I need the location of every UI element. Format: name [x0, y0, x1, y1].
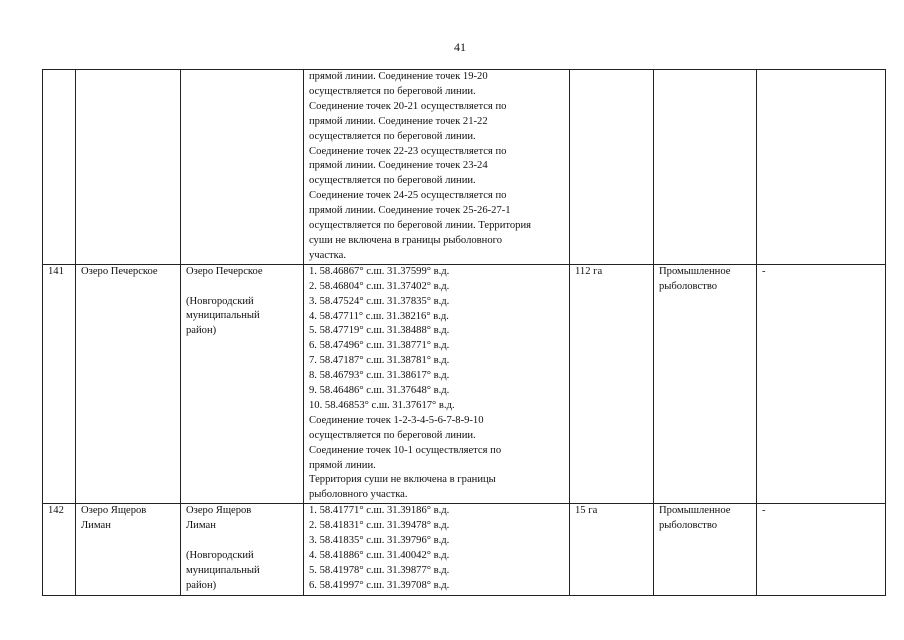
coordinates-line: 4. 58.47711° с.ш. 31.38216° в.д. — [309, 310, 449, 322]
location-cell — [181, 264, 304, 504]
coordinates-line: 6. 58.47496° с.ш. 31.38771° в.д. — [309, 340, 450, 352]
location-spacer — [186, 534, 300, 549]
coordinates-line: 10. 58.46853° с.ш. 31.37617° в.д. — [309, 399, 455, 411]
fishing-type-line: Промышленное — [659, 505, 731, 517]
fishing-type-line: Промышленное — [659, 265, 731, 277]
table-row — [43, 70, 886, 265]
coordinates-line: 4. 58.41886° с.ш. 31.40042° в.д. — [309, 550, 450, 561]
coordinates-line: рыболовного участка. — [309, 489, 408, 501]
water-body-name-cell — [76, 264, 181, 504]
area-cell: 112 га — [570, 264, 654, 504]
coordinates-line: Соединение точек 20-21 осуществляется по — [309, 100, 507, 112]
table-row — [43, 264, 886, 504]
coordinates-line: участка. — [309, 249, 346, 261]
coordinates-line: прямой линии. Соединение точек 23-24 — [309, 160, 488, 172]
coordinates-line: прямой линии. — [309, 459, 376, 471]
coordinates-line: осуществляется по береговой линии. — [309, 429, 476, 441]
coordinates-line: Соединение точек 24-25 осуществляется по — [309, 190, 507, 202]
location-spacer — [186, 280, 300, 295]
location-line: муниципальный — [186, 564, 260, 576]
coordinates-line: Территория суши не включена в границы — [309, 474, 496, 486]
coordinates-line: осуществляется по береговой линии. Территория — [309, 220, 531, 232]
coordinates-cell — [304, 504, 570, 596]
page-number: 41 — [454, 40, 466, 54]
coordinates-line: 2. 58.46804° с.ш. 31.37402° в.д. — [309, 280, 450, 292]
row-number-cell: 141 — [43, 264, 76, 504]
water-body-name: Озеро Печерское — [81, 265, 158, 277]
location-line: (Новгородский — [186, 295, 254, 307]
location-line: Озеро Печерское — [186, 265, 263, 277]
coordinates-line: осуществляется по береговой линии. — [309, 85, 476, 97]
coordinates-cell — [304, 264, 570, 504]
location-line: Озеро Ящеров — [186, 505, 252, 517]
location-cell — [181, 504, 304, 596]
coordinates-line: Соединение точек 10-1 осуществляется по — [309, 444, 502, 456]
coordinates-line: суши не включена в границы рыболовного — [309, 234, 503, 246]
coordinates-line: 1. 58.46867° с.ш. 31.37599° в.д. — [309, 265, 450, 277]
row-number-cell — [43, 70, 76, 265]
fishing-areas-table — [42, 69, 886, 596]
coordinates-line: прямой линии. Соединение точек 21-22 — [309, 115, 488, 127]
fishing-type-cell — [654, 70, 757, 265]
coordinates-cell — [304, 70, 570, 265]
coordinates-line: 9. 58.46486° с.ш. 31.37648° в.д. — [309, 385, 450, 397]
location-line: Лиман — [186, 520, 216, 532]
coordinates-line: 7. 58.47187° с.ш. 31.38781° в.д. — [309, 355, 450, 367]
fishing-type-cell — [654, 264, 757, 504]
fishing-type-line: рыболовство — [659, 520, 718, 532]
coordinates-line: 5. 58.47719° с.ш. 31.38488° в.д. — [309, 325, 450, 337]
location-line: муниципальный — [186, 310, 260, 322]
coordinates-line: прямой линии. Соединение точек 19-20 — [309, 71, 488, 82]
coordinates-line: 1. 58.41771° с.ш. 31.39186° в.д. — [309, 505, 450, 517]
area-cell: 15 га — [570, 504, 654, 596]
coordinates-line: 8. 58.46793° с.ш. 31.38617° в.д. — [309, 370, 450, 382]
location-line: (Новгородский — [186, 549, 254, 561]
coordinates-line: осуществляется по береговой линии. — [309, 175, 476, 187]
coordinates-line: Соединение точек 22-23 осуществляется по — [309, 145, 507, 157]
water-body-name: Озеро Ящеров — [81, 505, 147, 517]
note-cell: - — [757, 504, 886, 596]
water-body-name-cell — [76, 504, 181, 596]
location-line: район) — [186, 325, 217, 337]
table-row — [43, 504, 886, 596]
coordinates-line: осуществляется по береговой линии. — [309, 130, 476, 142]
note-cell — [757, 70, 886, 265]
water-body-name: Лиман — [81, 520, 111, 532]
coordinates-line: 3. 58.41835° с.ш. 31.39796° в.д. — [309, 535, 450, 547]
note-cell: - — [757, 264, 886, 504]
water-body-name-cell — [76, 70, 181, 265]
location-cell — [181, 70, 304, 265]
location-line: район) — [186, 579, 217, 591]
coordinates-line: Соединение точек 1-2-3-4-5-6-7-8-9-10 — [309, 414, 484, 426]
coordinates-line: 5. 58.41978° с.ш. 31.39877° в.д. — [309, 564, 450, 576]
fishing-type-line: рыболовство — [659, 280, 718, 292]
coordinates-line: прямой линии. Соединение точек 25-26-27-1 — [309, 205, 511, 217]
row-number-cell: 142 — [43, 504, 76, 596]
coordinates-line: 3. 58.47524° с.ш. 31.37835° в.д. — [309, 295, 450, 307]
fishing-type-cell — [654, 504, 757, 596]
coordinates-line: 2. 58.41831° с.ш. 31.39478° в.д. — [309, 520, 450, 532]
area-cell — [570, 70, 654, 265]
coordinates-line: 6. 58.41997° с.ш. 31.39708° в.д. — [309, 579, 450, 591]
